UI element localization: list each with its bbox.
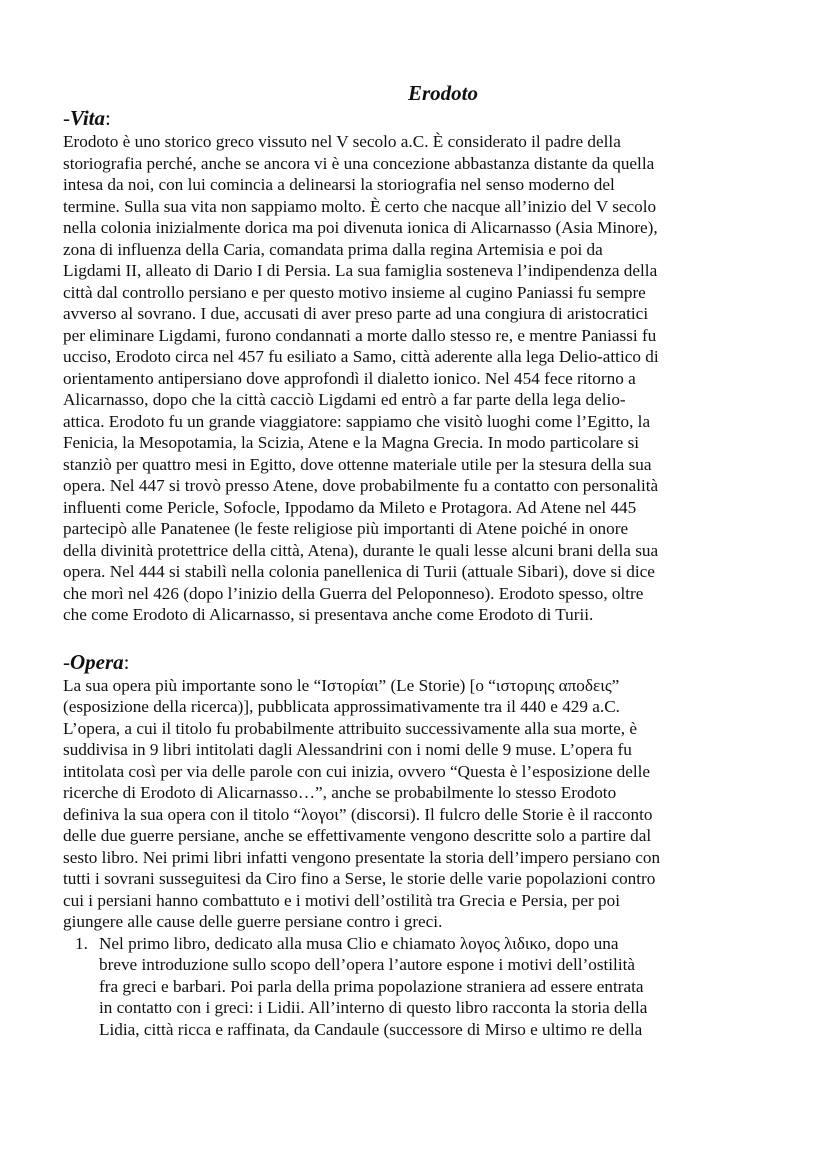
opera-paragraph	[63, 675, 783, 933]
list-number: 1.	[75, 933, 88, 953]
text-line: tutti i sovrani susseguitesi da Ciro fino a Serse, le storie delle varie popolazioni contro	[63, 869, 656, 888]
section-heading-opera	[63, 650, 783, 675]
text-line: città dal controllo persiano e per questo motivo insieme al cugino Paniassi fu sempre	[63, 282, 646, 302]
text-line: della divinità protettrice della città, Atena), durante le quali lesse alcuni brani della sua	[63, 540, 659, 560]
text-line: in contatto con i greci: i Lidii. All’interno di questo libro racconta la storia della	[99, 998, 648, 1017]
text-line: breve introduzione sullo scopo dell’opera l’autore espone i motivi dell’ostilità	[99, 955, 636, 974]
text-line: nella colonia inizialmente dorica ma poi divenuta ionica di Alicarnasso (Asia Minore),	[63, 218, 658, 237]
text-line: (esposizione della ricerca)], pubblicata approssimativamente tra il 440 e 429 a.C.	[63, 697, 620, 716]
text-line: orientamento antipersiano dove approfondì il dialetto ionico. Nel 454 fece ritorno a	[63, 368, 636, 388]
text-line: Fenicia, la Mesopotamia, la Scizia, Atene e la Magna Grecia. In modo particolare si	[63, 433, 640, 452]
text-line: ucciso, Erodoto circa nel 457 fu esiliato a Samo, città aderente alla lega Delio-attico di	[63, 347, 659, 366]
text-line: delle due guerre persiane, anche se effettivamente vengono descritte solo a partire dal	[63, 826, 652, 845]
text-line: definiva la sua opera con il titolo “λογοι” (discorsi). Il fulcro delle Storie è il racconto	[63, 804, 653, 824]
text-line: L’opera, a cui il titolo fu probabilmente attribuito successivamente alla sua morte, è	[63, 718, 638, 738]
text-line: cui i persiani hanno combattuto e i motivi dell’ostilità tra Grecia e Persia, per poi	[63, 890, 620, 910]
text-line: opera. Nel 447 si trovò presso Atene, dove probabilmente fu a contatto con personalità	[63, 476, 659, 495]
list-item	[63, 933, 783, 1041]
text-line: che come Erodoto di Alicarnasso, si presentava anche come Erodoto di Turii.	[63, 605, 594, 624]
heading-text: Vita	[70, 106, 106, 130]
document-page	[63, 80, 783, 1040]
document-title: Erodoto	[407, 81, 478, 105]
text-line: attica. Erodoto fu un grande viaggiatore: sappiamo che visitò luoghi come l’Egitto, la	[63, 411, 651, 431]
heading-colon: :	[105, 106, 111, 130]
text-line: partecipò alle Panatenee (le feste religiose più importanti di Atene poiché in onore	[63, 519, 629, 538]
text-line: zona di influenza della Caria, comandata prima dalla regina Artemisia e poi da	[63, 239, 603, 259]
opera-numbered-list	[63, 933, 783, 1041]
text-line: Nel primo libro, dedicato alla musa Clio e chiamato λογος λιδικο, dopo una	[99, 933, 619, 953]
text-line: storiografia perché, anche se ancora vi è una concezione abbastanza distante da quella	[63, 153, 655, 173]
vita-paragraph	[63, 131, 783, 626]
text-line: per eliminare Ligdami, furono condannati a morte dallo stesso re, e mentre Paniassi fu	[63, 325, 657, 345]
text-line: avverso al sovrano. I due, accusati di aver preso parte ad una congiura di aristocratici	[63, 304, 649, 323]
heading-dash: -	[63, 649, 70, 674]
text-line: che morì nel 426 (dopo l’inizio della Guerra del Peloponneso). Erodoto spesso, oltre	[63, 583, 644, 603]
text-line: Alicarnasso, dopo che la città cacciò Ligdami ed entrò a far parte della lega delio-	[63, 390, 626, 409]
heading-dash: -	[63, 106, 70, 130]
text-line: Ligdami II, alleato di Dario I di Persia. La sua famiglia sosteneva l’indipendenza della	[63, 261, 658, 280]
text-line: sesto libro. Nei primi libri infatti vengono presentate la storia dell’impero persiano con	[63, 847, 661, 867]
heading-text: Opera	[70, 649, 124, 674]
text-line: intesa da noi, con lui comincia a delinearsi la storiografia nel senso moderno del	[63, 175, 615, 194]
text-line: influenti come Pericle, Sofocle, Ippodamo da Mileto e Protagora. Ad Atene nel 445	[63, 497, 637, 517]
heading-colon: :	[123, 649, 130, 674]
text-line: giungere alle cause delle guerre persiane contro i greci.	[63, 912, 443, 931]
text-line: intitolata così per via delle parole con cui inizia, ovvero “Questa è l’esposizione delle	[63, 761, 651, 781]
text-line: La sua opera più importante sono le “Ιστορίαι” (Le Storie) [ο “ιστοριης αποδεις”	[63, 675, 620, 695]
section-heading-vita	[63, 106, 783, 131]
text-line: Erodoto è uno storico greco vissuto nel V secolo a.C. È considerato il padre della	[63, 132, 621, 151]
text-line: fra greci e barbari. Poi parla della prima popolazione straniera ad essere entrata	[99, 976, 644, 996]
text-line: Lidia, città ricca e raffinata, da Candaule (successore di Mirso e ultimo re della	[99, 1019, 643, 1039]
text-line: termine. Sulla sua vita non sappiamo molto. È certo che nacque all’inizio del V secolo	[63, 196, 657, 216]
text-line: ricerche di Erodoto di Alicarnasso…”, anche se probabilmente lo stesso Erodoto	[63, 783, 617, 802]
text-line: opera. Nel 444 si stabilì nella colonia panellenica di Turii (attuale Sibari), dove si dice	[63, 562, 655, 581]
text-line: suddivisa in 9 libri intitolati dagli Alessandrini con i nomi delle 9 muse. L’opera fu	[63, 740, 632, 759]
text-line: stanziò per quattro mesi in Egitto, dove ottenne materiale utile per la stesura della sua	[63, 454, 652, 474]
